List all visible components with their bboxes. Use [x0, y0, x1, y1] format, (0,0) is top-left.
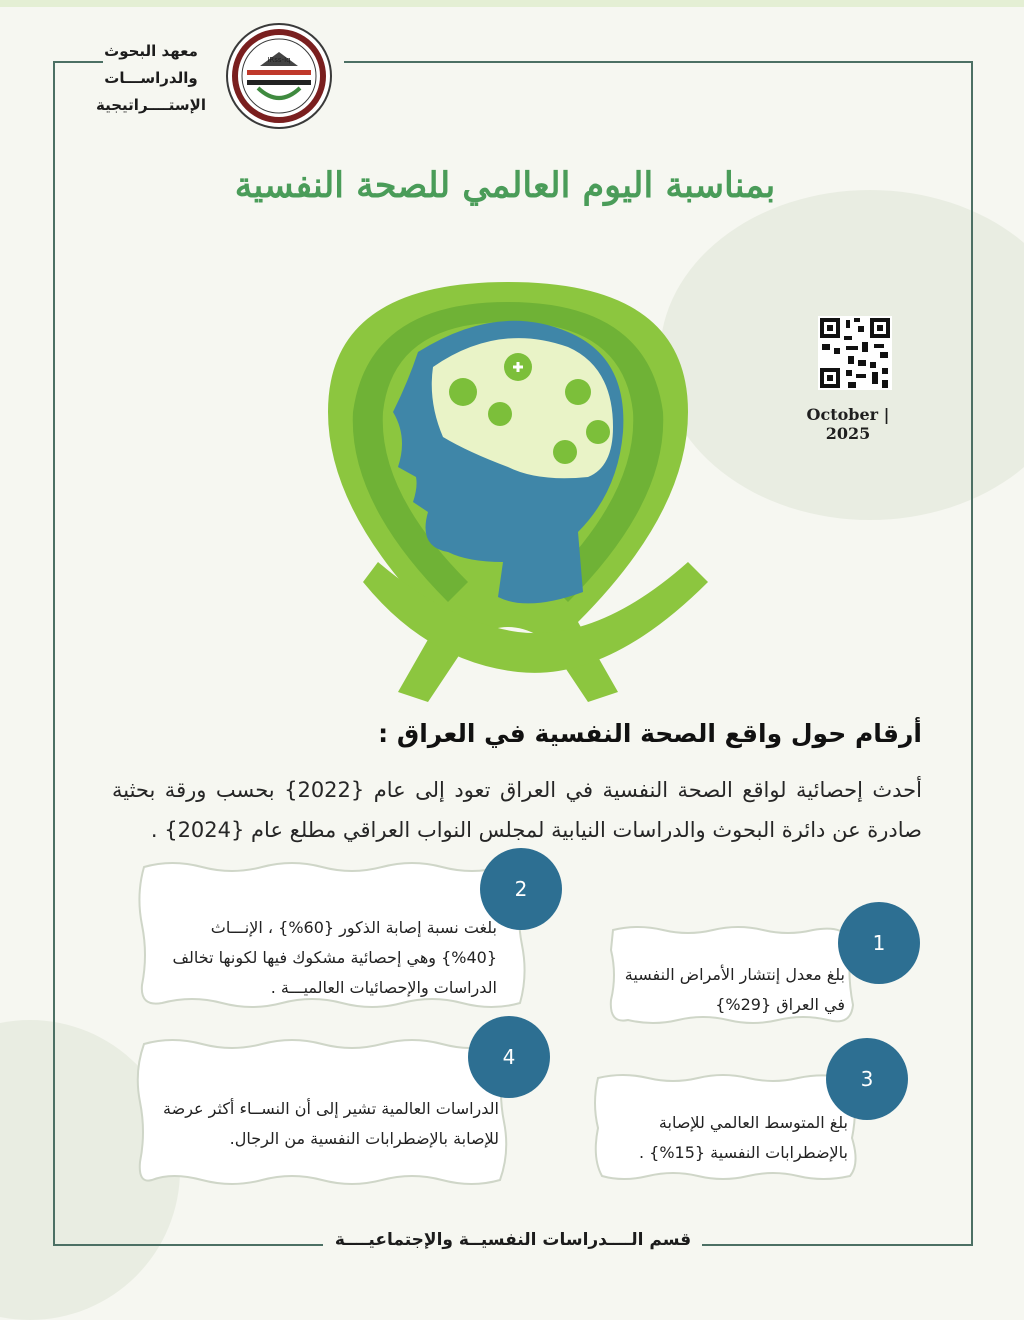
date-label: October | 2025	[806, 405, 890, 443]
frame-line	[344, 61, 973, 63]
logo-text: IRss-Iq	[267, 56, 291, 64]
frame-line	[53, 1244, 323, 1246]
card-text: بلغ المتوسط العالمي للإصابة بالإضطرابات النفسية {15%} .	[638, 1113, 848, 1162]
institute-name-line: الإستــــراتيجية	[96, 96, 206, 114]
card-text: بلغت نسبة إصابة الذكور {60%} ، الإنـــاث {40%} وهي إحصائية مشكوك فيها لكونها تخالف الدراسات والإحصائيات العالميـــة .	[172, 918, 497, 997]
stat-card-1	[603, 920, 861, 1030]
institute-logo-icon	[220, 22, 338, 130]
stat-card-3	[588, 1068, 864, 1186]
stat-card-2	[132, 855, 532, 1015]
institute-name-line: والدراســـات	[104, 69, 198, 87]
footer-department: قسم الــــدراسات النفسيــة والإجتماعيــــة	[334, 1230, 692, 1250]
card-number-badge: 4	[468, 1016, 550, 1098]
frame-line	[971, 62, 973, 1246]
section-heading: أرقام حول واقع الصحة النفسية في العراق :	[378, 719, 922, 748]
stat-card-4	[132, 1032, 512, 1192]
qr-code-icon	[818, 316, 892, 390]
institute-name	[96, 38, 206, 119]
intro-paragraph: أحدث إحصائية لواقع الصحة النفسية في العراق تعود إلى عام {2022} بحسب ورقة بحثية صادرة عن دائرة البحوث والدراسات النيابية لمجلس النواب العراقي مطلع عام {2024} .	[112, 778, 922, 842]
card-text: بلغ معدل إنتشار الأمراض النفسية في العراق {29%}	[624, 965, 845, 1014]
card-number-badge: 2	[480, 848, 562, 930]
card-number-badge: 1	[838, 902, 920, 984]
page-title: بمناسبة اليوم العالمي للصحة النفسية	[234, 165, 776, 206]
frame-line	[702, 1244, 973, 1246]
card-text: الدراسات العالمية تشير إلى أن النســاء أكثر عرضة للإصابة بالإضطرابات النفسية من الرجال.	[163, 1099, 499, 1148]
awareness-ribbon-icon	[268, 262, 748, 712]
institute-name-line: معهد البحوث	[104, 42, 198, 60]
top-accent-bar	[0, 0, 1024, 7]
card-number-badge: 3	[826, 1038, 908, 1120]
frame-line	[53, 62, 55, 1246]
